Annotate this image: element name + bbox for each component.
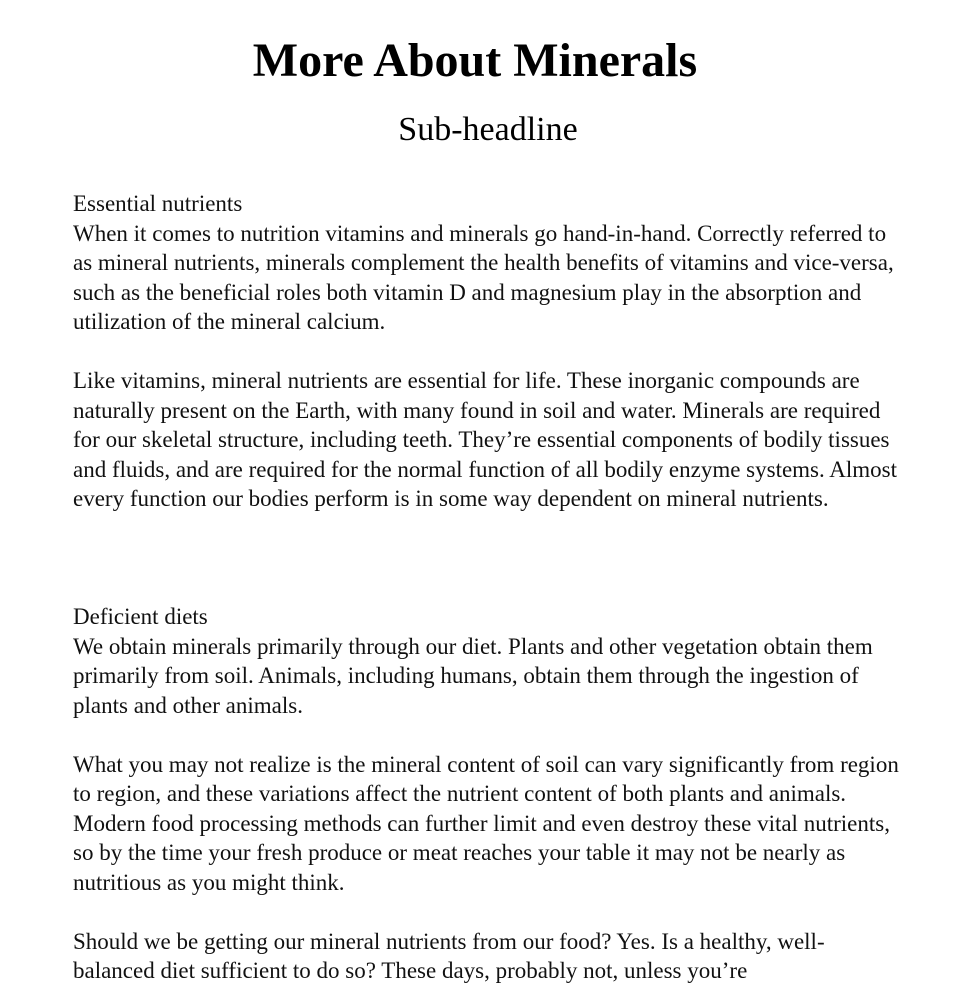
paragraph: When it comes to nutrition vitamins and minerals go hand-in-hand. Correctly referred to as mineral nutrients, minerals complement the health benefits of vitamins and vice-versa, such as the beneficial roles both vitamin D and magnesium play in the absorption and utilization of the mineral calcium. (73, 220, 894, 334)
paragraph-spacer (73, 897, 903, 927)
page-title: More About Minerals (252, 34, 698, 87)
article-body (73, 189, 903, 986)
paragraph: We obtain minerals primarily through our diet. Plants and other vegetation obtain them primarily from soil. Animals, including humans, obtain them through the ingestion of plants and other animals. (73, 633, 873, 718)
paragraph-spacer (73, 337, 903, 367)
section-deficient-diets (73, 602, 903, 986)
paragraph: Like vitamins, mineral nutrients are essential for life. These inorganic compounds are naturally present on the Earth, with many found in soil and water. Minerals are required for our skeletal structure, including teeth. They’re essential components of bodily tissues and fluids, and are required for the normal function of all bodily enzyme systems. Almost every function our bodies perform is in some way dependent on mineral nutrients. (73, 368, 897, 511)
paragraph: Should we be getting our mineral nutrients from our food? Yes. Is a healthy, well-balanced diet sufficient to do so? These days, probably not, unless you’re (73, 928, 825, 983)
section-essential-nutrients (73, 189, 903, 514)
paragraph-spacer (73, 720, 903, 750)
section-heading: Essential nutrients (73, 191, 243, 216)
paragraph: What you may not realize is the mineral content of soil can vary significantly from region to region, and these variations affect the nutrient content of both plants and animals. Modern food processing methods can further limit and even destroy these vital nutrients, so by the time your fresh produce or meat reaches your table it may not be nearly as nutritious as you might think. (73, 751, 899, 895)
page-subtitle: Sub-headline (398, 111, 578, 148)
section-heading: Deficient diets (73, 604, 208, 629)
section-spacer (73, 514, 903, 603)
